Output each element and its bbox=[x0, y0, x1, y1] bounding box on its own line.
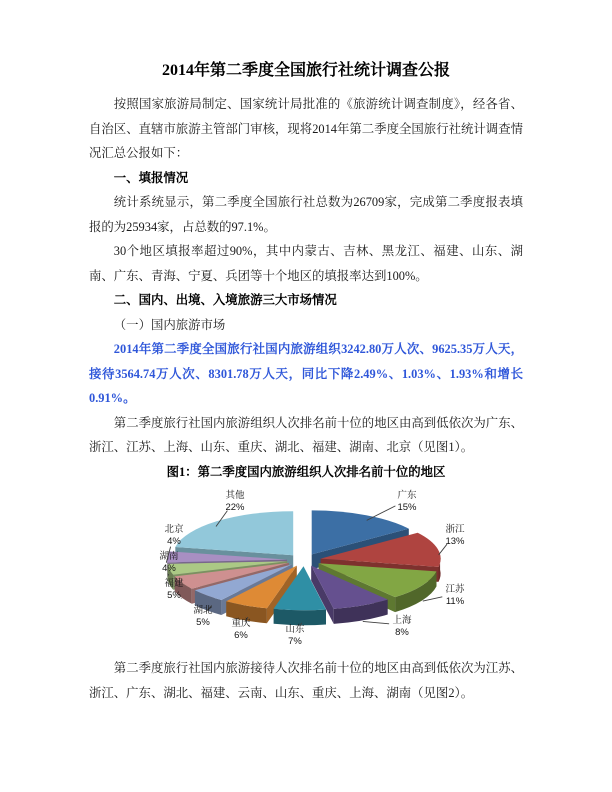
paragraph-domestic-figures: 2014年第二季度全国旅行社国内旅游组织3242.80万人次、9625.35万人天，接待3564.74万人次、8301.78万人天，同比下降2.49%、1.03%、1.93%和增长0.91%。 bbox=[89, 342, 523, 405]
pie-label-0: 广东 15% bbox=[397, 490, 417, 513]
page-title: 2014年第二季度全国旅行社统计调查公报 bbox=[161, 62, 450, 79]
figure1-caption: 图1：第二季度国内旅游组织人次排名前十位的地区 bbox=[166, 464, 446, 479]
pie-chart-figure1 bbox=[89, 486, 523, 656]
heading-section-2: 二、国内、出境、入境旅游三大市场情况 bbox=[113, 293, 337, 307]
pie-label-2: 江苏 11% bbox=[445, 584, 465, 607]
pie-label-3: 上海 8% bbox=[392, 615, 412, 638]
heading-section-1: 一、填报情况 bbox=[113, 170, 189, 185]
pie-leader-line bbox=[367, 506, 396, 521]
paragraph-top10-received: 第二季度旅行社国内旅游接待人次排名前十位的地区由高到低依次为江苏、浙江、广东、湖北、福建、云南、山东、重庆、上海、湖南（见图2）。 bbox=[89, 661, 523, 700]
paragraph-intro: 按照国家旅游局制定、国家统计局批准的《旅游统计调查制度》，经各省、自治区、直辖市旅游主管部门审核，现将2014年第二季度全国旅行社统计调查情况汇总公报如下： bbox=[89, 97, 523, 160]
pie-label-10: 其他 22% bbox=[225, 490, 245, 513]
pie-label-6: 湖北 5% bbox=[193, 605, 213, 628]
pie-label-5: 重庆 6% bbox=[231, 618, 251, 641]
heading-subsection-domestic: （一）国内旅游市场 bbox=[113, 317, 226, 332]
document-content bbox=[89, 58, 523, 705]
paragraph-fill-stats: 统计系统显示，第二季度全国旅行社总数为26709家，完成第二季度报表填报的为25934家，占总数的97.1%。 bbox=[89, 195, 523, 234]
paragraph-fill-rate: 30个地区填报率超过90%，其中内蒙古、吉林、黑龙江、福建、山东、湖南、广东、青海、宁夏、兵团等十个地区的填报率达到100%。 bbox=[89, 244, 523, 283]
paragraph-top10-organized: 第二季度旅行社国内旅游组织人次排名前十位的地区由高到低依次为广东、浙江、江苏、上海、山东、重庆、湖北、福建、湖南、北京（见图1）。 bbox=[89, 415, 523, 454]
pie-label-4: 山东 7% bbox=[285, 624, 305, 647]
pie-label-8: 湖南 4% bbox=[159, 551, 179, 574]
pie-label-7: 福建 5% bbox=[164, 578, 184, 601]
pie-label-1: 浙江 13% bbox=[445, 524, 465, 547]
pie-slice-side bbox=[274, 609, 326, 625]
pie-leader-line bbox=[363, 621, 389, 623]
pie-label-9: 北京 4% bbox=[164, 524, 184, 547]
